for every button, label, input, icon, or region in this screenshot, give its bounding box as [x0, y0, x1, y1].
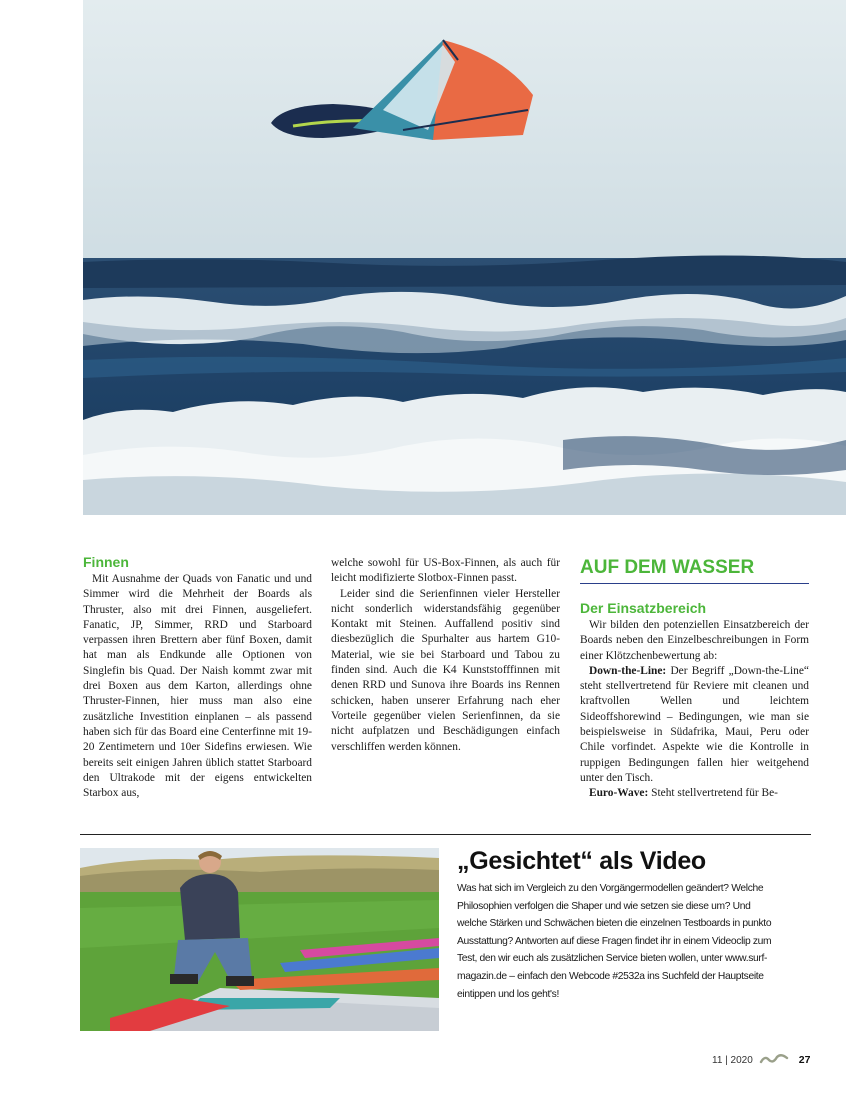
page-number: 27	[798, 1054, 811, 1066]
finnen-paragraph: Mit Ausnahme der Quads von Fanatic und und Simmer wird die Mehrheit der Boards als Thruster, also mit drei Finnen, ausgeliefert. Fanatic, JP, Simmer, RRD und Starboard verpassen ihren Brettern aber fünf Boxen, damit hat man als Endkunde alle Optionen von Singlefin bis Quad. Der Naish kommt zwar mit drei Boxen aus dem Karton, allerdings ohne Thruster-Finnen, hier muss man also eine zusätzliche Investition einplanen – als passend haben sich für das Board eine Centerfinne mit 19-20 Zentimetern und 10er Sidefins erwiesen. Wie bereits seit einigen Jahren üblich stattet Starboard den Ultrakode mit der eigens entwickelten Starbox aus,	[83, 573, 312, 800]
column-finnen-continued	[331, 556, 560, 755]
euro-wave-paragraph	[580, 786, 809, 801]
serienfinnen-paragraph: Leider sind die Serienfinnen vieler Hersteller nicht sonderlich widerstandsfähig gegenüber Kontakt mit Steinen. Auffallend positiv sind diesbezüglich die Spurhalter aus hartem G10-Material, wie sie bei Starboard und Tabou zu finden sind. Auch die K4 Kunststofffinnen mit denen RRD und Sunova ihre Boards ins Rennen schicken, haben unserer Erfahrung nach eher Vorteile gegenüber vielen Serienfinnen, da sie nicht aufplatzen und Beschädigungen einfach verschliffen werden können.	[331, 587, 560, 753]
video-photo	[80, 848, 439, 1031]
finnen-continued-paragraph: welche sowohl für US-Box-Finnen, als auch für leicht modifizierte Slotbox-Finnen passt.	[331, 557, 560, 585]
video-title: „Gesichtet“ als Video	[457, 847, 706, 875]
down-the-line-paragraph	[580, 664, 809, 786]
section-title: AUF DEM WASSER	[580, 556, 809, 584]
down-the-line-text: Der Begriff „Down-the-Line“ steht stellvertretend für Reviere mit cleanen und kraftvollen Wellen und leichtem Sideoffshorewind – Bedingungen, wie man sie beispielsweise in Südafrika, Maui, Peru oder Chile vorfindet. Aspekte wie die Kontrolle in ruppigen Bedingungen fallen hier weitgehend unter den Tisch.	[580, 664, 809, 784]
divider-rule	[80, 834, 811, 835]
einsatzbereich-intro: Wir bilden den potenziellen Einsatzbereich der Boards neben den Einzelbeschreibungen in Form einer Klötzchenbewertung ab:	[580, 619, 809, 662]
einsatzbereich-heading: Der Einsatzbereich	[580, 600, 707, 616]
folio	[712, 1052, 810, 1068]
surf-logo	[759, 1053, 789, 1068]
hero-photo	[83, 0, 846, 515]
down-the-line-term: Down-the-Line:	[589, 664, 667, 677]
video-text: Was hat sich im Vergleich zu den Vorgängermodellen geändert? Welche Philosophien verfolgen die Shaper und wie setzen sie diese um? Und welche Stärken und Schwächen bieten die einzelnen Testboards in punkto Ausstattung? Antworten auf diese Fragen findet ihr in einem Videoclip zum Test, den wir euch als zusätzlichen Service bieten wollen, unter www.surf-magazin.de – einfach den Webcode #2532a ins Suchfeld der Hauptseite eintippen und los geht's!	[457, 883, 772, 1000]
euro-wave-text: Steht stellvertretend für Be-	[651, 787, 778, 800]
euro-wave-term: Euro-Wave:	[589, 787, 649, 800]
issue-date: 11 | 2020	[712, 1054, 753, 1066]
column-einsatzbereich	[580, 600, 809, 802]
finnen-heading: Finnen	[83, 554, 129, 570]
column-finnen	[83, 554, 312, 801]
